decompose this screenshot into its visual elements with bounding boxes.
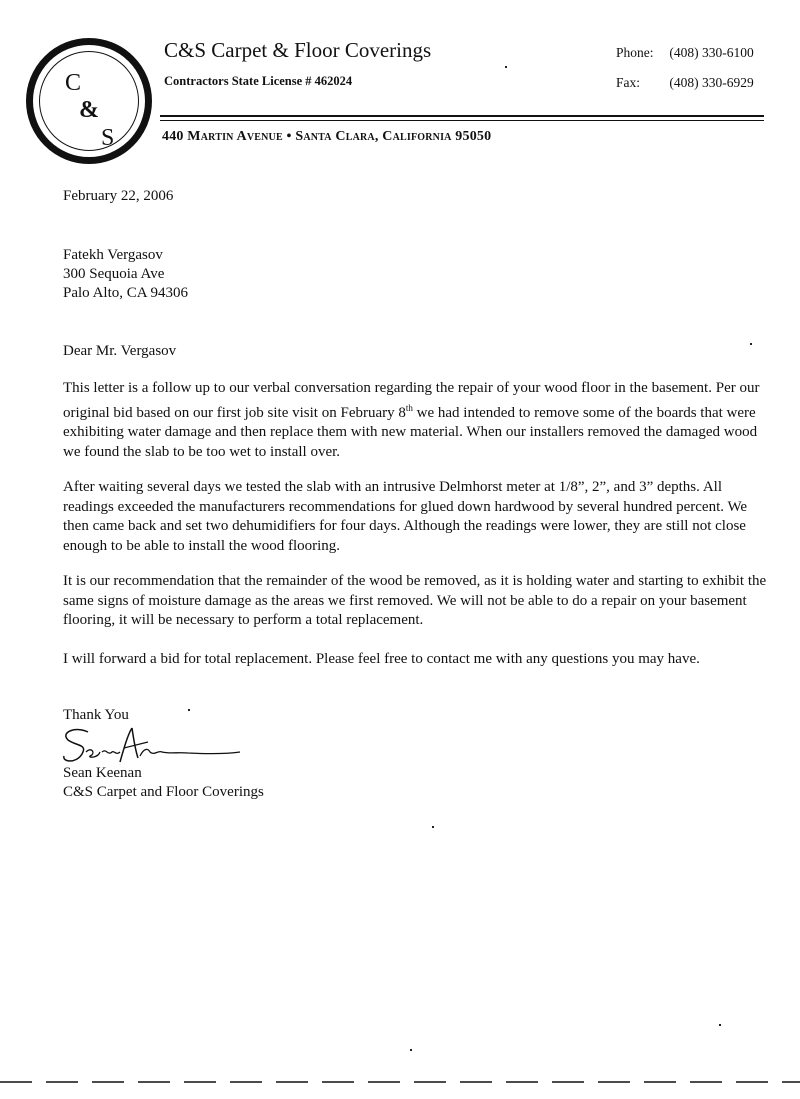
paragraph-2: After waiting several days we tested the slab with an intrusive Delmhorst meter at 1/8”, 2”, and 3” depths. All readings exceeded the manufacturers recommendations for glued down hardwood by several hundred percent. We then came back and set two dehumidifiers for four days. Although the readings were lower, they are still not close enough to be able to install the wood flooring.: [63, 479, 748, 554]
paragraph-1-start: This letter is a follow up to our verbal conversation regarding the repair of your wood floor in the basement. Per our original bid based on our first job site visit on February 8: [63, 380, 760, 421]
speck: [719, 1024, 721, 1026]
recipient-name: Fatekh Vergasov: [63, 247, 163, 263]
letterhead-rule-thin: [160, 120, 764, 121]
company-address: [162, 129, 491, 145]
speck: [188, 709, 190, 711]
paragraph-4: I will forward a bid for total replacement. Please feel free to contact me with any questions you may have.: [63, 651, 700, 667]
paragraph-1: [63, 379, 775, 462]
signer-company: C&S Carpet and Floor Coverings: [63, 784, 264, 800]
logo-letter-ampersand: &: [79, 97, 99, 123]
scan-edge-dashes: [0, 1081, 800, 1083]
license-number: Contractors State License # 462024: [164, 74, 353, 88]
fax-label: Fax:: [616, 75, 641, 90]
phone-line: [616, 45, 754, 61]
speck: [410, 1049, 412, 1051]
handwritten-signature: [58, 718, 248, 770]
recipient-city: Palo Alto, CA 94306: [63, 285, 189, 301]
letter-date: February 22, 2006: [63, 188, 174, 204]
salutation: Dear Mr. Vergasov: [63, 343, 177, 359]
signer-name: Sean Keenan: [63, 765, 142, 781]
paragraph-1-end: we had intended to remove some of the boards that were exhibiting water damage and then replace them with new material. When our installers removed the damaged wood we found the slab to be too wet to install over.: [63, 404, 758, 460]
speck: [432, 826, 434, 828]
speck: [505, 66, 507, 68]
letterhead-rule-thick: [160, 115, 764, 117]
fax-line: [616, 75, 754, 91]
recipient-block: [63, 246, 188, 303]
phone-label: Phone:: [616, 45, 654, 60]
signer-block: [63, 764, 264, 802]
logo-letter-s: S: [101, 125, 115, 151]
company-address-text: 440 Martin Avenue • Santa Clara, California 95050: [162, 129, 492, 144]
recipient-street: 300 Sequoia Ave: [63, 266, 165, 282]
phone-number: (408) 330-6100: [669, 45, 754, 60]
company-name: C&S Carpet & Floor Coverings: [164, 38, 432, 62]
closing: Thank You: [63, 707, 129, 723]
company-logo-seal: [26, 38, 152, 164]
speck: [750, 343, 752, 345]
paragraph-3: It is our recommendation that the remainder of the wood be removed, as it is holding water and starting to exhibit the same signs of moisture damage as the areas we first removed. We will not be able to do a repair on your basement flooring, it will be necessary to perform a total replacement.: [63, 573, 767, 628]
fax-number: (408) 330-6929: [669, 75, 754, 90]
paragraph-1-superscript: th: [405, 402, 413, 413]
logo-letter-c: C: [65, 70, 82, 96]
